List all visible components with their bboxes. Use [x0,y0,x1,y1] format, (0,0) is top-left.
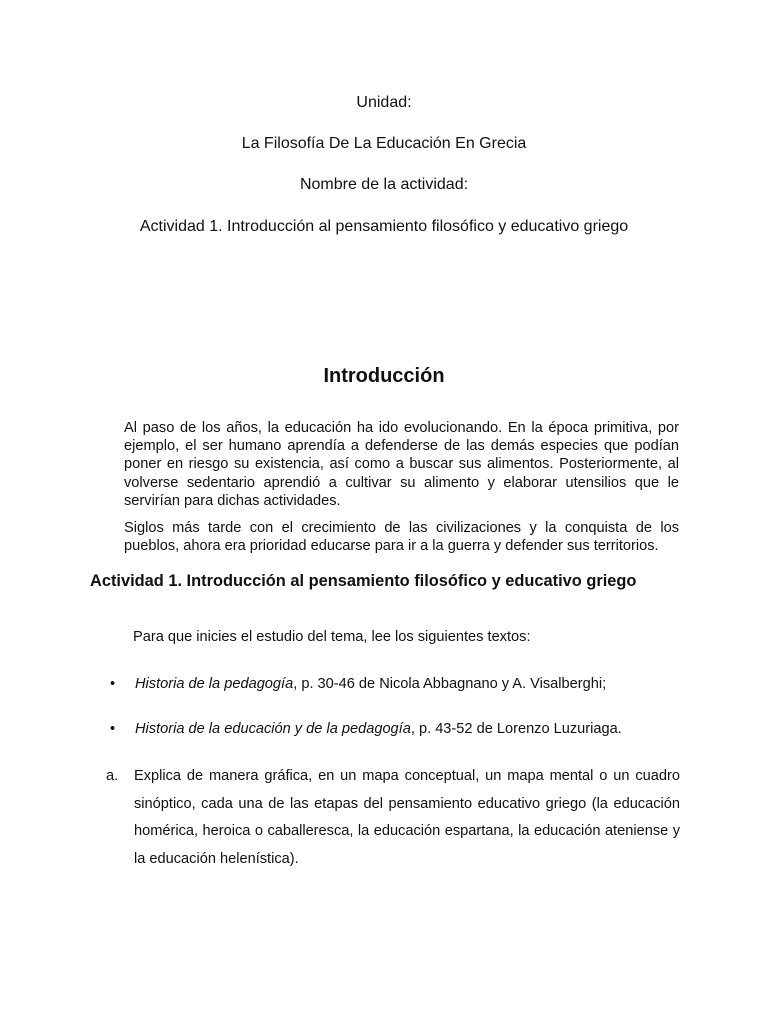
task-text: Explica de manera gráfica, en un mapa conceptual, un mapa mental o un cuadro sinóptico, cada una de las etapas del pensamiento educativo griego (la educación homérica, heroica o caballeresca, la educación espartana, la educación ateniense y la educación helenística). [134,768,680,867]
unit-label: Unidad: [356,94,412,111]
introduction-paragraph: Siglos más tarde con el crecimiento de las civilizaciones y la conquista de los pueblos, ahora era prioridad educarse para ir a la guerra y defender sus territorios. [124,520,679,555]
activity-label: Nombre de la actividad: [299,176,469,193]
reading-details: , p. 43-52 de Lorenzo Luzuriaga. [410,721,622,737]
reading-details: , p. 30-46 de Nicola Abbagnano y A. Visalberghi; [293,676,607,692]
reading-title: Historia de la pedagogía [135,676,294,692]
reading-title: Historia de la educación y de la pedagogía [135,721,411,737]
unit-name: La Filosofía De La Educación En Grecia [241,135,527,152]
activity-heading: Actividad 1. Introducción al pensamiento filosófico y educativo griego [90,572,637,590]
bullet-icon: • [110,676,116,692]
task-marker: a. [106,768,119,784]
bullet-icon: • [110,721,116,737]
introduction-title: Introducción [323,365,445,387]
activity-name: Actividad 1. Introducción al pensamiento filosófico y educativo griego [139,218,629,235]
introduction-paragraph: Al paso de los años, la educación ha ido evolucionando. En la época primitiva, por ejemplo, el ser humano aprendía a defenderse de las demás especies que podían poner en riesgo su existencia, así como a buscar sus alimentos. Posteriormente, al volverse sedentario aprendió a cultivar su alimento y elaborar utensilios que le servirían para dichas actividades. [124,420,679,509]
reading-text [135,719,622,739]
reading-text [135,674,606,694]
activity-lead: Para que inicies el estudio del tema, lee los siguientes textos: [133,629,531,645]
